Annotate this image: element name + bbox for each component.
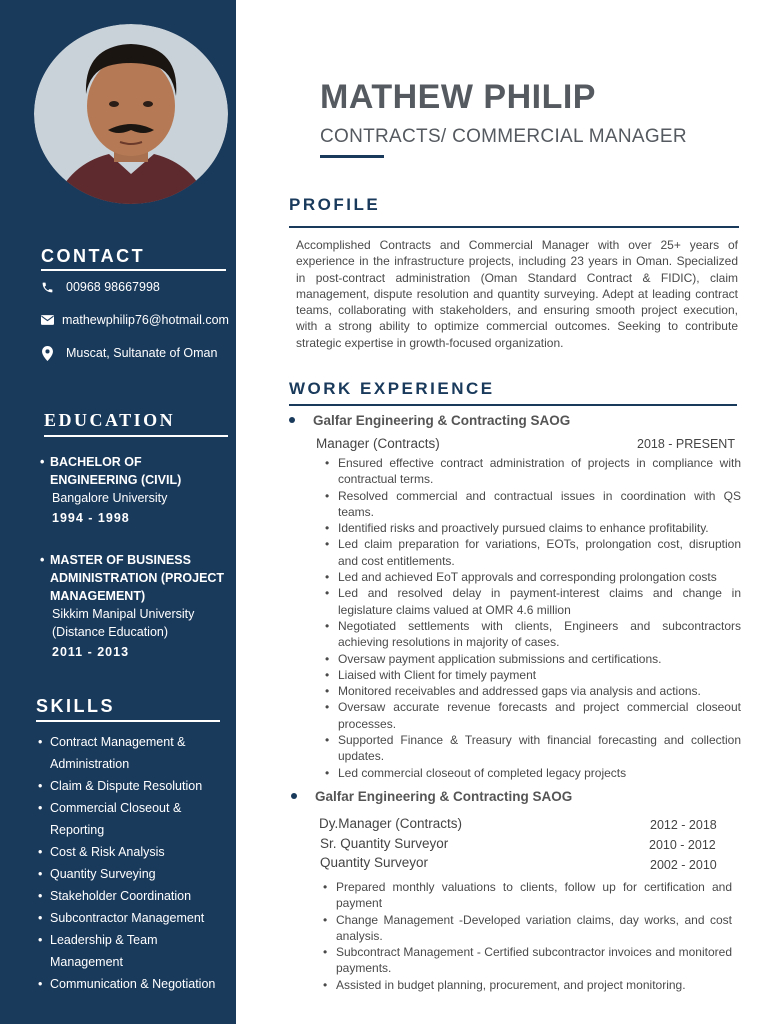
contact-location bbox=[40, 346, 217, 360]
contact-phone[interactable] bbox=[40, 280, 160, 294]
education-item bbox=[40, 453, 230, 525]
contact-email-text: mathewphilip76@hotmail.com bbox=[62, 313, 229, 327]
contact-divider bbox=[41, 269, 226, 271]
job-dates: 2002 - 2010 bbox=[650, 858, 717, 872]
education-school: Sikkim Manipal University (Distance Education) bbox=[52, 607, 195, 639]
education-heading: EDUCATION bbox=[44, 410, 176, 430]
skill-item: • Leadership & Team Management bbox=[36, 929, 232, 973]
duty-item: • Negotiated settlements with clients, Engineers and subcontractors achieving resolutions in majority of cases. bbox=[322, 618, 741, 651]
duty-item: • Led and resolved delay in payment-interest claims and change in legislature claims valued at OMR 4.6 million bbox=[322, 585, 741, 618]
duty-item: • Supported Finance & Treasury with financial forecasting and collection updates. bbox=[322, 732, 741, 765]
job-role: Dy.Manager (Contracts) bbox=[319, 816, 463, 831]
education-degree: • BACHELOR OF ENGINEERING (CIVIL) bbox=[40, 453, 230, 489]
profile-photo bbox=[34, 24, 228, 204]
contact-heading: CONTACT bbox=[41, 246, 146, 266]
company-name-text: Galfar Engineering & Contracting SAOG bbox=[313, 413, 571, 428]
skills-heading: SKILLS bbox=[36, 696, 116, 716]
map-pin-icon bbox=[40, 346, 54, 360]
duty-item: • Liaised with Client for timely payment bbox=[322, 667, 741, 683]
skill-item: • Cost & Risk Analysis bbox=[36, 841, 232, 863]
job-role: Manager (Contracts) bbox=[316, 436, 440, 451]
mail-icon bbox=[40, 313, 54, 327]
bullet-dot bbox=[291, 793, 297, 799]
job-dates: 2012 - 2018 bbox=[650, 818, 717, 832]
duty-item: • Oversaw accurate revenue forecasts and project commercial closeout processes. bbox=[322, 699, 741, 732]
company-name bbox=[291, 789, 572, 804]
duty-item: • Oversaw payment application submissions and certifications. bbox=[322, 651, 741, 667]
job-role: Sr. Quantity Surveyor bbox=[320, 836, 449, 851]
education-years: 1994 - 1998 bbox=[52, 511, 130, 525]
duty-item: • Prepared monthly valuations to clients, follow up for certification and payment bbox=[320, 879, 732, 912]
duty-item: • Change Management -Developed variation claims, day works, and cost analysis. bbox=[320, 912, 732, 945]
job-dates: 2010 - 2012 bbox=[649, 838, 716, 852]
education-divider bbox=[44, 435, 228, 437]
title-underline bbox=[320, 155, 384, 158]
company-name bbox=[289, 413, 570, 428]
profile-summary: Accomplished Contracts and Commercial Manager with over 25+ years of experience in the infrastructure projects, including 23 years in Oman. Specialized in post-contract administration (Oman Standard Contract & FIDIC), claim management, dispute resolution and quantity surveying. Adept at leading contract teams, collaborating with stakeholders, and ensuring smooth project execution, with a strong ability to optimize commercial outcomes. Seeking to contribute strategic expertise in growth-focused organization. bbox=[296, 238, 738, 350]
skills-list bbox=[36, 731, 232, 995]
skills-divider bbox=[36, 720, 220, 722]
duties-list bbox=[320, 879, 732, 993]
skill-item: • Subcontractor Management bbox=[36, 907, 232, 929]
duty-item: • Monitored receivables and addressed gaps via analysis and actions. bbox=[322, 683, 741, 699]
skill-item: • Quantity Surveying bbox=[36, 863, 232, 885]
duty-item: • Subcontract Management - Certified subcontractor invoices and monitored payments. bbox=[320, 944, 732, 977]
skill-item: • Claim & Dispute Resolution bbox=[36, 775, 232, 797]
duty-item: • Assisted in budget planning, procurement, and project monitoring. bbox=[320, 977, 732, 993]
sidebar bbox=[0, 0, 236, 1024]
profile-divider bbox=[289, 226, 739, 228]
profile-heading: PROFILE bbox=[289, 195, 381, 214]
person-name: MATHEW PHILIP bbox=[320, 78, 596, 116]
duty-item: • Led claim preparation for variations, EOTs, prolongation cost, disruption and cost entitlements. bbox=[322, 536, 741, 569]
education-school: Bangalore University bbox=[52, 491, 168, 505]
contact-email[interactable] bbox=[40, 313, 229, 327]
experience-heading: WORK EXPERIENCE bbox=[289, 379, 495, 398]
education-years: 2011 - 2013 bbox=[52, 645, 130, 659]
education-item bbox=[40, 551, 230, 659]
duty-item: • Led and achieved EoT approvals and corresponding prolongation costs bbox=[322, 569, 741, 585]
skill-item: • Stakeholder Coordination bbox=[36, 885, 232, 907]
education-degree: • MASTER OF BUSINESS ADMINISTRATION (PROJECT MANAGEMENT) bbox=[40, 551, 230, 605]
company-name-text: Galfar Engineering & Contracting SAOG bbox=[315, 789, 573, 804]
contact-location-text: Muscat, Sultanate of Oman bbox=[66, 346, 218, 360]
contact-phone-text: 00968 98667998 bbox=[66, 280, 160, 294]
skill-item: • Contract Management & Administration bbox=[36, 731, 232, 775]
job-dates: 2018 - PRESENT bbox=[637, 437, 735, 451]
bullet-dot bbox=[289, 417, 295, 423]
skill-item: • Commercial Closeout & Reporting bbox=[36, 797, 232, 841]
phone-icon bbox=[40, 280, 54, 294]
duty-item: • Resolved commercial and contractual issues in coordination with QS teams. bbox=[322, 488, 741, 521]
job-role: Quantity Surveyor bbox=[320, 855, 429, 870]
experience-divider bbox=[289, 404, 737, 406]
duties-list bbox=[322, 455, 741, 781]
duty-item: • Led commercial closeout of completed legacy projects bbox=[322, 765, 741, 781]
skill-item: • Communication & Negotiation bbox=[36, 973, 232, 995]
duty-item: • Ensured effective contract administration of projects in compliance with contractual terms. bbox=[322, 455, 741, 488]
duty-item: • Identified risks and proactively pursued claims to enhance profitability. bbox=[322, 520, 741, 536]
job-title: CONTRACTS/ COMMERCIAL MANAGER bbox=[320, 126, 687, 147]
